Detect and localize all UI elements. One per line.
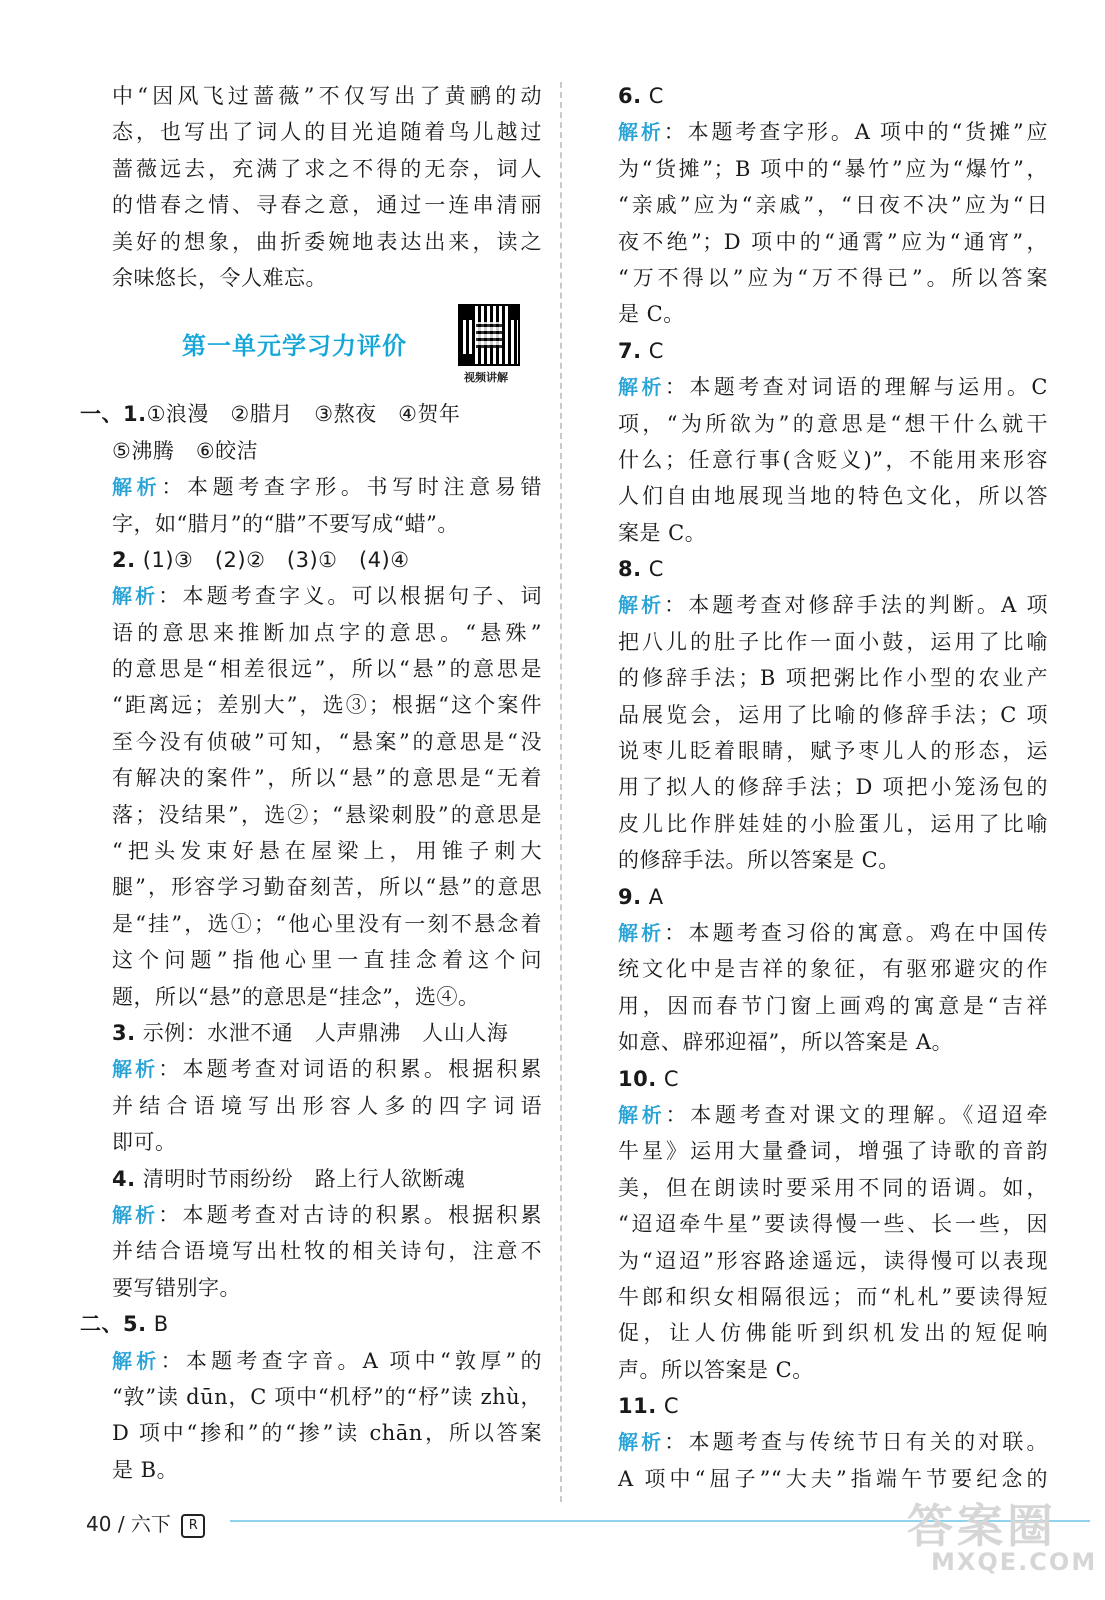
analysis-line: 腿”，形容学习勤奋刻苦，所以“悬”的意思 (112, 875, 542, 900)
analysis-line: 并结合语境写出形容人多的四字词语 (112, 1093, 542, 1118)
question-1 (80, 396, 542, 432)
analysis-line: 如意、辟邪迎福”，所以答案是 A。 (618, 1030, 954, 1055)
question-number: 7. (618, 338, 642, 363)
analysis-line: 为“货摊”；B 项中的“暴竹”应为“爆竹”， (618, 156, 1048, 181)
analysis-line: 说枣儿眨着眼睛，赋予枣儿人的形态，运 (618, 739, 1048, 764)
question-3 (112, 1015, 542, 1051)
answer: 清明时节雨纷纷 路上行人欲断魂 (142, 1166, 466, 1191)
analysis-line: 的修辞手法；B 项把粥比作小型的农业产 (618, 666, 1048, 691)
analysis-line: 是“挂”，选①；“他心里没有一刻不悬念着 (112, 911, 542, 936)
page-number: 40 (86, 1512, 112, 1536)
answer: 示例：水泄不通 人声鼎沸 人山人海 (142, 1020, 509, 1045)
question-9 (618, 879, 1048, 915)
answer: ⑤沸腾 ⑥皎洁 (112, 438, 259, 463)
analysis-text: 本题考查对词语的理解与运用。C (689, 375, 1048, 400)
intro-paragraph (112, 78, 542, 296)
analysis-line: 的意思是“相差很远”，所以“悬”的意思是 (112, 657, 542, 682)
analysis-text: 本题考查对修辞手法的判断。A 项 (688, 593, 1049, 618)
question-11 (618, 1388, 1048, 1424)
colon: ： (158, 1202, 183, 1227)
analysis-line: 题，所以“悬”的意思是“挂念”，选④。 (112, 984, 480, 1009)
analysis-text: 本题考查对课文的理解。《迢迢牵 (690, 1102, 1049, 1127)
analysis-line (112, 1343, 542, 1379)
analysis-line: 声。所以答案是 C。 (618, 1357, 814, 1382)
analysis-line: 字，如“腊月”的“腊”不要写成“蜡”。 (112, 511, 459, 536)
colon: ： (664, 1430, 689, 1455)
analysis-line (618, 1424, 1048, 1460)
analysis-line: “万不得以”应为“万不得已”。所以答案 (618, 265, 1048, 290)
question-number: 4. (112, 1166, 136, 1191)
analysis-text: 本题考查字义。可以根据句子、词 (182, 584, 543, 609)
analysis-line: 案是 C。 (618, 520, 707, 545)
qr-code-icon[interactable] (458, 304, 520, 366)
analysis-label: 解析 (112, 584, 159, 609)
colon: ： (663, 120, 688, 145)
analysis-text: 本题考查字形。书写时注意易错 (186, 475, 542, 500)
analysis-line (618, 369, 1048, 405)
analysis-line: 的修辞手法。所以答案是 C。 (618, 848, 900, 873)
column-divider (560, 82, 562, 1502)
analysis-line: “敦”读 dūn，C 项中“机杼”的“杼”读 zhù， (112, 1384, 542, 1409)
grade-label: 六下 (130, 1512, 171, 1536)
edition-badge-icon: R (181, 1514, 205, 1538)
answer: B (153, 1312, 169, 1337)
unit-title-block (112, 296, 542, 396)
qr-label: 视频讲解 (464, 371, 508, 385)
answer-line (112, 433, 542, 469)
question-number: 10. (618, 1066, 657, 1091)
answer: ①浪漫 ②腊月 ③熬夜 ④贺年 (146, 402, 461, 427)
question-number: 11. (618, 1394, 657, 1419)
unit-title: 第一单元学习力评价 (182, 332, 407, 361)
analysis-line: 统文化中是吉祥的象征，有驱邪避灾的作 (618, 957, 1048, 982)
watermark-url: MXQE.COM (931, 1548, 1098, 1576)
analysis-label: 解析 (618, 375, 665, 400)
question-number: 9. (618, 884, 642, 909)
analysis-line (112, 578, 542, 614)
analysis-line (112, 1197, 542, 1233)
analysis-line (618, 587, 1048, 623)
colon: ： (160, 1348, 186, 1373)
text-line: 蔷薇远去，充满了求之不得的无奈，词人 (112, 156, 542, 181)
question-5 (80, 1306, 542, 1342)
analysis-line: 落；没结果”，选②；“悬梁刺股”的意思是 (112, 802, 542, 827)
analysis-line: “亲戚”应为“亲戚”，“日夜不决”应为“日 (618, 193, 1048, 218)
text-line: 的惜春之情、寻春之意，通过一连串清丽 (112, 193, 542, 218)
question-4 (112, 1161, 542, 1197)
analysis-line: 是 C。 (618, 302, 685, 327)
question-7 (618, 333, 1048, 369)
analysis-line (618, 114, 1048, 150)
colon: ： (664, 593, 689, 618)
question-number: 1. (123, 402, 147, 427)
answer: C (648, 84, 664, 108)
question-number: 8. (618, 557, 642, 582)
analysis-text: 本题考查对词语的积累。根据积累 (182, 1057, 543, 1082)
answer: C (648, 557, 664, 582)
analysis-text: 本题考查习俗的寓意。鸡在中国传 (688, 920, 1049, 945)
analysis-text: 本题考查对古诗的积累。根据积累 (182, 1202, 543, 1227)
section-number: 一、 (80, 402, 123, 427)
question-number: 2. (112, 547, 136, 572)
analysis-label: 解析 (618, 1102, 666, 1127)
analysis-line: A 项中“屈子”“大夫”指端午节要纪念的 (618, 1466, 1048, 1491)
text-line: 美好的想象，曲折委婉地表达出来，读之 (112, 229, 542, 254)
analysis-line: 即可。 (112, 1130, 177, 1155)
analysis-line: 什么；任意行事(含贬义)”，不能用来形容 (618, 447, 1048, 472)
analysis-text: 本题考查字形。A 项中的“货摊”应 (687, 120, 1049, 145)
analysis-label: 解析 (112, 1057, 159, 1082)
footer-separator: / (117, 1512, 125, 1536)
text-line: 态，也写出了词人的目光追随着鸟儿越过 (112, 120, 542, 145)
watermark-text: 答案圈 (907, 1499, 1057, 1553)
colon: ： (158, 1057, 183, 1082)
analysis-line: 有解决的案件”，所以“悬”的意思是“无着 (112, 766, 542, 791)
colon: ： (664, 375, 690, 400)
analysis-line: 牛星》运用大量叠词，增强了诗歌的音韵 (618, 1139, 1048, 1164)
analysis-line: “把头发束好悬在屋梁上，用锥子刺大 (112, 839, 542, 864)
page-footer (86, 1508, 205, 1538)
question-number: 3. (112, 1020, 136, 1045)
analysis-line: “迢迢牵牛星”要读得慢一些、长一些，因 (618, 1212, 1048, 1237)
analysis-label: 解析 (618, 920, 665, 945)
analysis-text: 本题考查字音。A 项中“敦厚”的 (185, 1348, 543, 1373)
analysis-line: 要写错别字。 (112, 1275, 241, 1300)
question-number: 5. (123, 1312, 147, 1337)
analysis-line: 项，“为所欲为”的意思是“想干什么就干 (618, 411, 1048, 436)
question-10 (618, 1061, 1048, 1097)
question-number: 6. (618, 84, 642, 108)
analysis-line: 是 B。 (112, 1457, 179, 1482)
analysis-line (618, 1097, 1048, 1133)
text-line: 余味悠长，令人难忘。 (112, 265, 327, 290)
analysis-label: 解析 (618, 120, 664, 145)
analysis-label: 解析 (112, 1202, 159, 1227)
colon: ： (664, 920, 689, 945)
answer: A (648, 884, 664, 909)
analysis-line: D 项中“掺和”的“掺”读 chān，所以答案 (112, 1421, 542, 1446)
analysis-line: 并结合语境写出杜牧的相关诗句，注意不 (112, 1239, 542, 1264)
question-8 (618, 551, 1048, 587)
question-6 (618, 78, 1048, 114)
analysis-line: 这个问题”指他心里一直挂念着这个问 (112, 948, 542, 973)
section-number: 二、 (80, 1312, 123, 1337)
answer: C (663, 1066, 680, 1091)
text-line: 中“因风飞过蔷薇”不仅写出了黄鹂的动 (112, 84, 542, 108)
analysis-line: 语的意思来推断加点字的意思。“悬殊” (112, 620, 542, 645)
analysis-line: 美，但在朗读时要采用不同的语调。如， (618, 1175, 1048, 1200)
answer: C (648, 338, 664, 363)
analysis-line (112, 469, 542, 505)
analysis-label: 解析 (618, 1430, 665, 1455)
analysis-line: 牛郎和织女相隔很远；而“札札”要读得短 (618, 1284, 1048, 1309)
analysis-line: 为“迢迢”形容路途遥远，读得慢可以表现 (618, 1248, 1048, 1273)
analysis-text: 本题考查与传统节日有关的对联。 (688, 1430, 1049, 1455)
analysis-line: 品展览会，运用了比喻的修辞手法；C 项 (618, 702, 1048, 727)
analysis-line: 至今没有侦破”可知，“悬案”的意思是“没 (112, 729, 542, 754)
analysis-line: 用了拟人的修辞手法；D 项把小笼汤包的 (618, 775, 1048, 800)
analysis-label: 解析 (112, 475, 162, 500)
analysis-line: 把八儿的肚子比作一面小鼓，运用了比喻 (618, 629, 1048, 654)
answer: C (663, 1394, 680, 1419)
watermark-logo (897, 1490, 1098, 1590)
colon: ： (161, 475, 187, 500)
analysis-line (618, 915, 1048, 951)
right-column (618, 78, 1048, 1497)
analysis-line: 皮儿比作胖娃娃的小脸蛋儿，运用了比喻 (618, 811, 1048, 836)
analysis-line: 人们自由地展现当地的特色文化，所以答 (618, 484, 1048, 509)
question-2 (112, 542, 542, 578)
analysis-line: 用，因而春节门窗上画鸡的寓意是“吉祥 (618, 993, 1048, 1018)
analysis-line (112, 1051, 542, 1087)
analysis-line: 夜不绝”；D 项中的“通霄”应为“通宵”， (618, 229, 1048, 254)
analysis-line: 促，让人仿佛能听到织机发出的短促响 (618, 1321, 1048, 1346)
colon: ： (665, 1102, 691, 1127)
colon: ： (158, 584, 183, 609)
left-column (80, 78, 543, 1488)
answer: (1)③ (2)② (3)① (4)④ (142, 547, 410, 572)
analysis-label: 解析 (618, 593, 665, 618)
analysis-line: “距离远；差别大”，选③；根据“这个案件 (112, 693, 542, 718)
analysis-label: 解析 (112, 1348, 161, 1373)
